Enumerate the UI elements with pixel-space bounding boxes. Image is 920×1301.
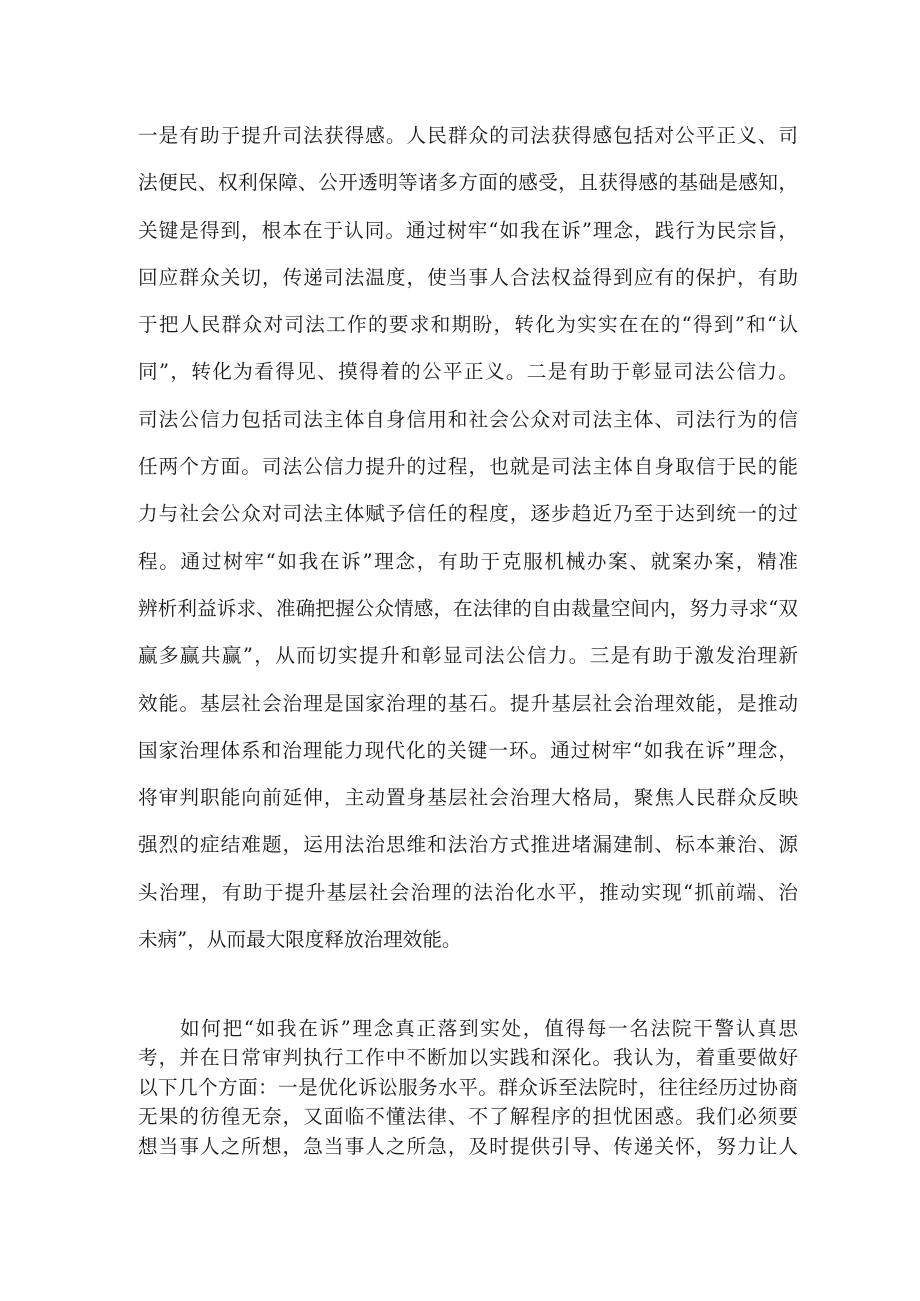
text-line: 以下几个方面：一是优化诉讼服务水平。群众诉至法院时，往往经历过协商 bbox=[138, 1075, 798, 1099]
text-line: 任两个方面。司法公信力提升的过程，也就是司法主体自身取信于民的能 bbox=[138, 455, 798, 479]
text-line: 一是有助于提升司法获得感。人民群众的司法获得感包括对公平正义、司 bbox=[138, 124, 798, 147]
text-line: 无果的彷徨无奈，又面临不懂法律、不了解程序的担忧困惑。我们必须要 bbox=[138, 1105, 798, 1129]
text-line: 头治理，有助于提升基层社会治理的法治化水平，推动实现“抓前端、治 bbox=[138, 880, 798, 904]
text-line: 程。通过树牢“如我在诉”理念，有助于克服机械办案、就案办案，精准 bbox=[138, 549, 798, 573]
text-line: 同”，转化为看得见、摸得着的公平正义。二是有助于彰显司法公信力。 bbox=[138, 360, 798, 384]
text-line: 强烈的症结难题，运用法治思维和法治方式推进堵漏建制、标本兼治、源 bbox=[138, 833, 798, 857]
text-line: 力与社会公众对司法主体赋予信任的程度，逐步趋近乃至于达到统一的过 bbox=[138, 502, 798, 526]
text-line: 法便民、权利保障、公开透明等诸多方面的感受，且获得感的基础是感知， bbox=[138, 171, 798, 195]
text-line: 将审判职能向前延伸，主动置身基层社会治理大格局，聚焦人民群众反映 bbox=[138, 786, 798, 810]
text-line: 未病”，从而最大限度释放治理效能。 bbox=[138, 928, 462, 952]
paragraph-2 bbox=[138, 1014, 798, 1161]
text-line: 赢多赢共赢”，从而切实提升和彰显司法公信力。三是有助于激发治理新 bbox=[138, 644, 798, 668]
text-line: 想当事人之所想，急当事人之所急，及时提供引导、传递关怀，努力让人 bbox=[138, 1134, 798, 1158]
text-line: 于把人民群众对司法工作的要求和期盼，转化为实实在在的“得到”和“认 bbox=[138, 313, 798, 337]
text-line: 司法公信力包括司法主体自身信用和社会公众对司法主体、司法行为的信 bbox=[138, 407, 798, 431]
text-line: 关键是得到，根本在于认同。通过树牢“如我在诉”理念，践行为民宗旨， bbox=[138, 218, 798, 242]
text-line: 国家治理体系和治理能力现代化的关键一环。通过树牢“如我在诉”理念， bbox=[138, 738, 798, 762]
paragraph-1 bbox=[138, 112, 798, 963]
text-line: 效能。基层社会治理是国家治理的基石。提升基层社会治理效能，是推动 bbox=[138, 691, 798, 715]
text-line: 如何把“如我在诉”理念真正落到实处，值得每一名法院干警认真思 bbox=[180, 1017, 798, 1040]
text-line: 考，并在日常审判执行工作中不断加以实践和深化。我认为，着重要做好 bbox=[138, 1046, 798, 1070]
text-line: 辨析利益诉求、准确把握公众情感，在法律的自由裁量空间内，努力寻求“双 bbox=[138, 596, 798, 620]
text-line: 回应群众关切，传递司法温度，使当事人合法权益得到应有的保护，有助 bbox=[138, 265, 798, 289]
